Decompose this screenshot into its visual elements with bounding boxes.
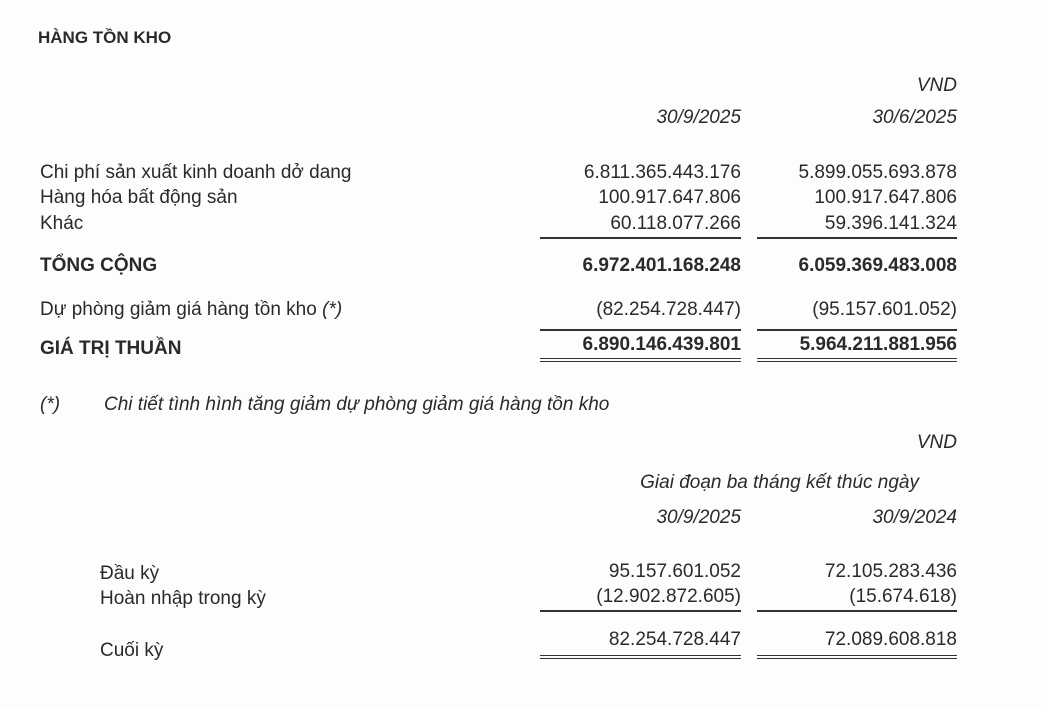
subtotal-rule	[757, 237, 957, 239]
end-value: 72.089.608.818	[824, 629, 957, 650]
net-rule	[540, 329, 741, 331]
total-label: TỔNG CỘNG	[40, 255, 158, 276]
total-value: 6.972.401.168.248	[582, 255, 741, 276]
double-rule	[757, 655, 957, 661]
column-header-2: 30/9/2024	[872, 507, 957, 528]
row-value: 100.917.647.806	[814, 187, 957, 208]
subtotal-rule	[540, 237, 741, 239]
provision-label	[40, 299, 342, 321]
column-header-2: 30/6/2025	[872, 107, 957, 128]
footnote-mark: (*)	[322, 299, 343, 320]
note-text: Chi tiết tình hình tăng giảm dự phòng giảm giá hàng tồn kho	[104, 394, 610, 415]
column-header-1: 30/9/2025	[656, 107, 741, 128]
row-value: (15.674.618)	[849, 586, 957, 607]
double-rule	[757, 358, 957, 364]
net-label: GIÁ TRỊ THUẦN	[40, 338, 182, 359]
end-value: 82.254.728.447	[608, 629, 741, 650]
provision-value: (95.157.601.052)	[812, 299, 957, 320]
note-mark: (*)	[40, 394, 61, 415]
row-value: 100.917.647.806	[598, 187, 741, 208]
currency-label: VND	[916, 75, 957, 96]
row-label: Hàng hóa bất động sản	[40, 187, 238, 208]
row-label: Đầu kỳ	[100, 563, 160, 584]
row-value: 6.811.365.443.176	[583, 162, 741, 183]
currency-label: VND	[916, 432, 957, 453]
double-rule	[540, 358, 741, 364]
row-label: Chi phí sản xuất kinh doanh dở dang	[40, 162, 352, 183]
period-header: Giai đoạn ba tháng kết thúc ngày	[640, 472, 919, 493]
provision-label-text: Dự phòng giảm giá hàng tồn kho	[40, 299, 317, 320]
row-value: 60.118.077.266	[610, 213, 741, 234]
double-rule	[540, 655, 741, 661]
row-value: 5.899.055.693.878	[798, 162, 957, 183]
section-title: HÀNG TỒN KHO	[38, 28, 172, 47]
row-value: 95.157.601.052	[608, 561, 741, 582]
row-value: (12.902.872.605)	[596, 586, 741, 607]
total-value: 6.059.369.483.008	[798, 255, 957, 276]
net-rule	[757, 329, 957, 331]
row-value: 59.396.141.324	[824, 213, 957, 234]
end-label: Cuối kỳ	[100, 640, 164, 661]
row-label: Khác	[40, 213, 84, 234]
subtotal-rule	[757, 610, 957, 612]
column-header-1: 30/9/2025	[656, 507, 741, 528]
net-value: 6.890.146.439.801	[582, 334, 741, 355]
row-value: 72.105.283.436	[824, 561, 957, 582]
row-label: Hoàn nhập trong kỳ	[100, 588, 266, 609]
provision-value: (82.254.728.447)	[596, 299, 741, 320]
net-value: 5.964.211.881.956	[799, 334, 957, 355]
subtotal-rule	[540, 610, 741, 612]
